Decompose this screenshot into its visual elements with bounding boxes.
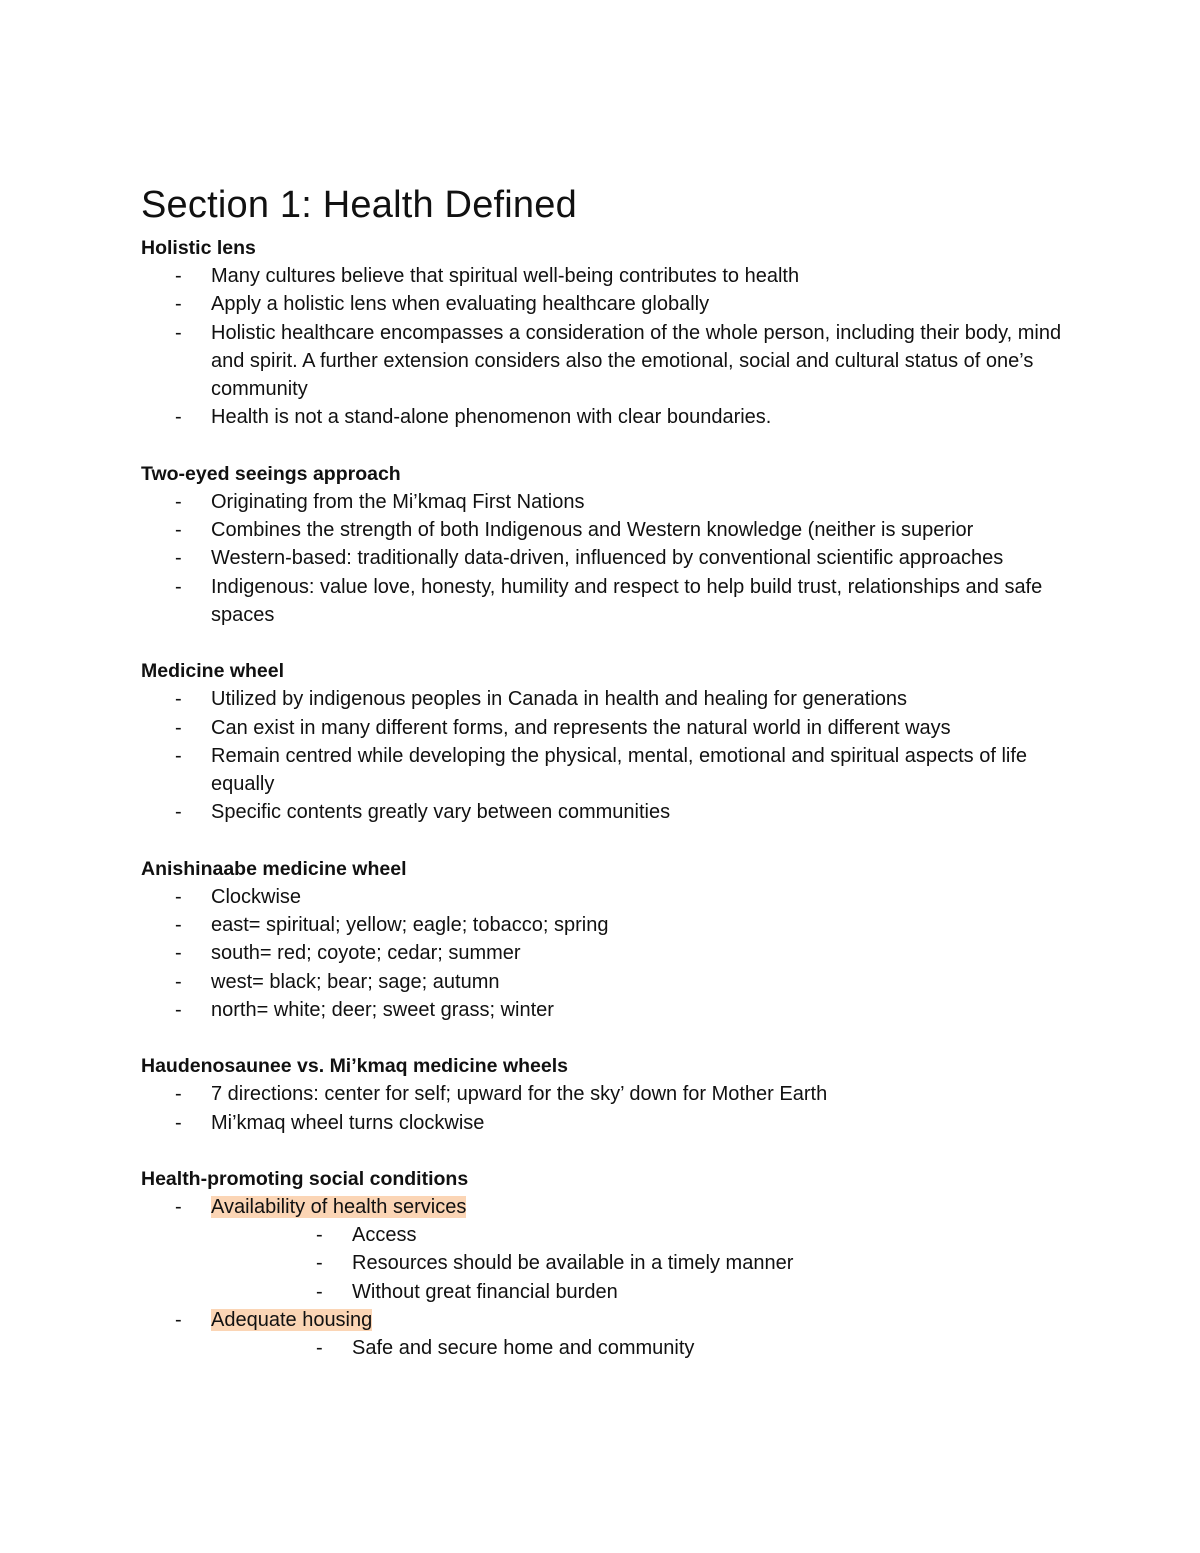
bullet-dash: - <box>175 1083 182 1106</box>
list-item-text: Health is not a stand-alone phenomenon with clear boundaries. <box>211 406 772 429</box>
bullet-dash: - <box>316 1224 323 1247</box>
highlighted-text: Adequate housing <box>211 1309 373 1332</box>
bullet-dash: - <box>175 942 182 965</box>
list-item-text: Resources should be available in a timely manner <box>352 1252 794 1275</box>
list-item-text: Utilized by indigenous peoples in Canada in health and healing for generations <box>211 688 908 711</box>
list-item <box>141 742 1081 799</box>
section-heading: Two-eyed seeings approach <box>141 462 401 485</box>
bullet-dash: - <box>175 575 182 598</box>
list-item-text: Access <box>352 1224 417 1247</box>
section-two-eyed-seeing <box>141 460 1081 629</box>
list-item-text: Combines the strength of both Indigenous and Western knowledge (neither is superior <box>211 519 974 542</box>
sub-list-item <box>211 1249 1081 1277</box>
bullet-dash: - <box>316 1252 323 1275</box>
list-item-text: 7 directions: center for self; upward for the sky’ down for Mother Earth <box>211 1083 828 1106</box>
section-heading: Haudenosaunee vs. Mi’kmaq medicine wheels <box>141 1055 568 1078</box>
list-item <box>141 1306 1081 1363</box>
section-heading: Holistic lens <box>141 237 256 259</box>
sub-list-item <box>211 1278 1081 1306</box>
page-title: Section 1: Health Defined <box>141 184 577 226</box>
list-item-text: Western-based: traditionally data-driven, influenced by conventional scientific approaches <box>211 547 1004 570</box>
bullet-list <box>141 883 1081 1024</box>
bullet-dash: - <box>175 490 182 513</box>
bullet-dash: - <box>316 1280 323 1303</box>
bullet-dash: - <box>316 1337 323 1360</box>
bullet-dash: - <box>175 1309 182 1332</box>
bullet-dash: - <box>175 716 182 739</box>
list-item-text: Holistic healthcare encompasses a consideration of the whole person, including their body, mind and spirit. A further extension considers also the emotional, social and cultural status of one’s community <box>211 321 1062 401</box>
list-item-text: east= spiritual; yellow; eagle; tobacco; spring <box>211 914 609 937</box>
bullet-dash: - <box>175 914 182 937</box>
list-item <box>141 1080 1081 1108</box>
highlighted-text: Availability of health services <box>211 1195 467 1218</box>
bullet-dash: - <box>175 801 182 824</box>
bullet-list <box>141 685 1081 826</box>
bullet-dash: - <box>175 406 182 429</box>
bullet-dash: - <box>175 293 182 316</box>
sub-list-item <box>211 1221 1081 1249</box>
document-page <box>141 180 1081 1391</box>
bullet-dash: - <box>175 688 182 711</box>
list-item-text: Apply a holistic lens when evaluating healthcare globally <box>211 293 710 316</box>
bullet-list <box>141 1080 1081 1137</box>
list-item <box>141 1109 1081 1137</box>
list-item-text: Can exist in many different forms, and represents the natural world in different ways <box>211 716 951 739</box>
list-item <box>141 883 1081 911</box>
section-haudenosaunee-vs-mikmaq <box>141 1052 1081 1137</box>
list-item-text: Indigenous: value love, honesty, humility and respect to help build trust, relationships and safe spaces <box>211 575 1043 626</box>
list-item <box>141 714 1081 742</box>
list-item-text: west= black; bear; sage; autumn <box>211 970 500 993</box>
bullet-list <box>141 262 1081 432</box>
bullet-dash: - <box>175 885 182 908</box>
section-medicine-wheel <box>141 657 1081 826</box>
section-holistic-lens <box>141 234 1081 432</box>
list-item-text: Remain centred while developing the physical, mental, emotional and spiritual aspects of life equally <box>211 744 1028 796</box>
bullet-dash: - <box>175 1111 182 1134</box>
list-item <box>141 573 1081 630</box>
list-item <box>141 968 1081 996</box>
list-item-text: Without great financial burden <box>352 1280 618 1303</box>
sub-bullet-list <box>211 1221 1081 1306</box>
section-heading: Health-promoting social conditions <box>141 1167 469 1190</box>
bullet-dash: - <box>175 970 182 993</box>
bullet-list <box>141 1193 1081 1363</box>
section-anishinaabe-wheel <box>141 855 1081 1024</box>
list-item <box>141 516 1081 544</box>
bullet-dash: - <box>175 265 182 287</box>
list-item <box>141 939 1081 967</box>
list-item <box>141 996 1081 1024</box>
list-item-text: Specific contents greatly vary between communities <box>211 801 671 824</box>
bullet-dash: - <box>175 519 182 542</box>
list-item <box>141 798 1081 826</box>
bullet-dash: - <box>175 998 182 1021</box>
list-item <box>141 290 1081 318</box>
list-item <box>141 544 1081 572</box>
bullet-list <box>141 488 1081 629</box>
section-heading: Medicine wheel <box>141 660 285 683</box>
sub-bullet-list <box>211 1334 1081 1362</box>
bullet-dash: - <box>175 547 182 570</box>
list-item-text: Originating from the Mi’kmaq First Nations <box>211 490 585 513</box>
bullet-dash: - <box>175 1195 182 1218</box>
list-item <box>141 403 1081 431</box>
list-item-text: Clockwise <box>211 885 302 908</box>
list-item-text: Mi’kmaq wheel turns clockwise <box>211 1111 485 1134</box>
list-item-text: Many cultures believe that spiritual well-being contributes to health <box>211 265 800 287</box>
section-heading: Anishinaabe medicine wheel <box>141 857 407 880</box>
list-item-text: north= white; deer; sweet grass; winter <box>211 998 554 1021</box>
list-item <box>141 262 1081 290</box>
list-item-text: south= red; coyote; cedar; summer <box>211 942 521 965</box>
list-item <box>141 911 1081 939</box>
list-item <box>141 319 1081 404</box>
bullet-dash: - <box>175 744 182 767</box>
list-item <box>141 1193 1081 1306</box>
bullet-dash: - <box>175 321 182 344</box>
list-item-text: Safe and secure home and community <box>352 1337 695 1360</box>
sub-list-item <box>211 1334 1081 1362</box>
section-health-promoting-conditions <box>141 1165 1081 1363</box>
list-item <box>141 488 1081 516</box>
list-item <box>141 685 1081 713</box>
